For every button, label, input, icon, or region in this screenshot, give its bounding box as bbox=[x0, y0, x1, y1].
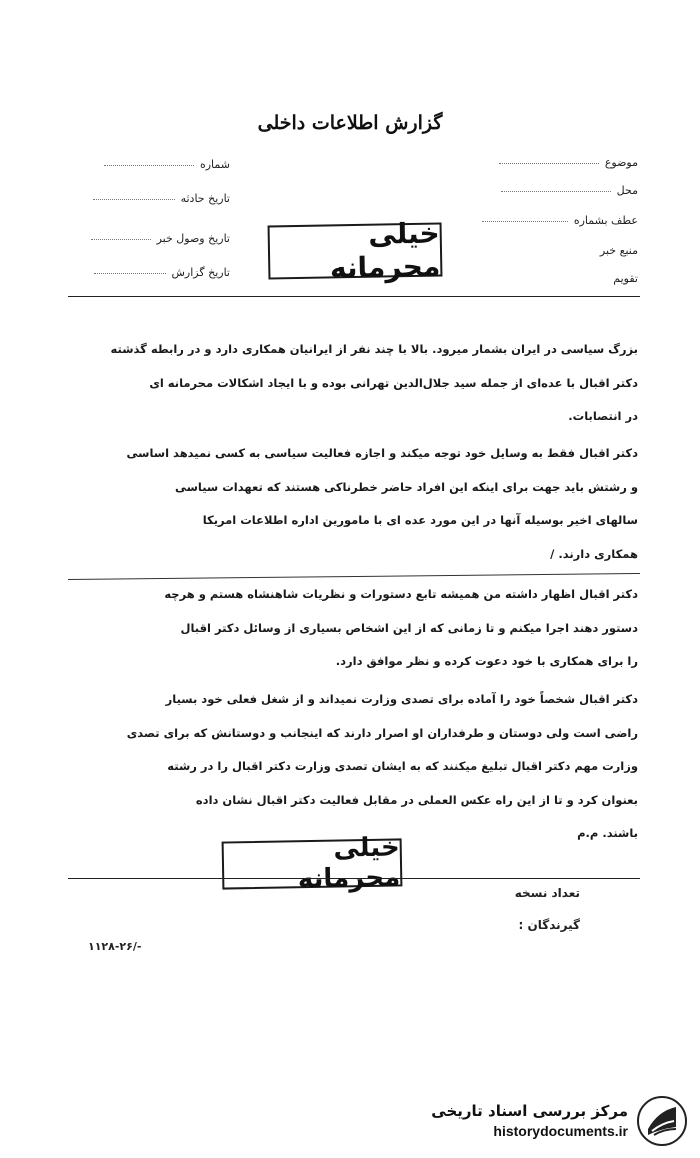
report-line: سالهای اخیر بوسیله آنها در این مورد عده ای با مامورین اداره اطلاعات امریکا bbox=[202, 513, 638, 527]
footer-divider bbox=[68, 878, 640, 879]
report-line: دکتر اقبال با عده‌ای از جمله سید جلال‌الدین تهرانی بوده و با ایجاد اشکالات محرمانه ای bbox=[149, 375, 638, 390]
report-line: و رشتش باید جهت برای اینکه این افراد حاضر خطرناکی هستند که تعهدات سیاسی bbox=[174, 479, 638, 494]
report-line: دکتر اقبال اظهار داشته من همیشه تابع دستورات و نظریات شاهنشاه هستم و هرچه bbox=[164, 587, 638, 601]
header-field-number: شماره bbox=[104, 158, 230, 171]
header-field-subject: موضوع bbox=[499, 156, 638, 169]
bottom-secret-stamp: خیلی محرمانه bbox=[222, 838, 403, 889]
header-field-report-date: تاریخ گزارش bbox=[94, 266, 231, 279]
header-field-receipt-date: تاریخ وصول خبر bbox=[91, 232, 230, 245]
copies-count-label: تعداد نسخه bbox=[514, 886, 580, 900]
report-paragraph-3 bbox=[72, 578, 638, 679]
watermark-url: historydocuments.ir bbox=[493, 1122, 628, 1139]
watermark-name: مرکز بررسی اسناد تاریخی bbox=[431, 1102, 628, 1121]
header-field-location: محل bbox=[501, 184, 638, 197]
dotted-line bbox=[104, 164, 194, 166]
report-line: را برای همکاری با خود دعوت کرده و نظر موافق دارد. bbox=[335, 654, 638, 668]
report-paragraph-1 bbox=[72, 333, 638, 434]
report-line: بعنوان کرد و تا از این راه عکس العملی در مقابل فعالیت دکتر اقبال نشان داده bbox=[195, 792, 638, 807]
header-field-incident-date: تاریخ حادثه bbox=[93, 192, 230, 205]
report-paragraph-4 bbox=[72, 683, 638, 851]
report-line: دکتر اقبال فقط به وسایل خود توجه میکند و اجازه فعالیت سیاسی به کسی نمیدهد اساسی bbox=[126, 446, 638, 460]
report-line: باشند. م.م bbox=[577, 826, 638, 840]
report-line: دکتر اقبال شخصاً خود را آماده برای تصدی وزارت نمیداند و از شغل فعلی خود بسیار bbox=[165, 692, 638, 706]
dotted-line bbox=[91, 238, 151, 240]
dotted-line bbox=[499, 162, 599, 164]
report-line: بزرگ سیاسی در ایران بشمار میرود. بالا با چند نفر از ایرانیان همکاری دارد و در رابطه گذشته bbox=[110, 342, 638, 356]
dotted-line bbox=[93, 198, 175, 200]
report-paragraph-2 bbox=[72, 437, 638, 571]
top-secret-stamp: خیلی محرمانه bbox=[268, 222, 443, 279]
report-line: همکاری دارند. ‌/‌ bbox=[550, 546, 638, 561]
report-line: در انتصابات. bbox=[568, 409, 638, 423]
recipients-label: گیرندگان : bbox=[518, 918, 580, 932]
dotted-line bbox=[94, 272, 166, 274]
header-field-reference: عطف بشماره bbox=[482, 214, 638, 227]
report-line: راضی است ولی دوستان و طرفداران او اصرار دارند که اینجانب و دوستانش که برای تصدی bbox=[126, 725, 638, 740]
dotted-line bbox=[501, 190, 611, 192]
header-field-evaluation: تقویم bbox=[613, 272, 638, 285]
document-title: گزارش اطلاعات داخلی bbox=[257, 112, 443, 134]
watermark-text bbox=[431, 1102, 628, 1140]
watermark-logo bbox=[431, 1095, 688, 1147]
book-logo-icon bbox=[636, 1095, 688, 1147]
dotted-line bbox=[482, 220, 568, 222]
report-line: وزارت مهم دکتر اقبال تبلیغ میکنند که به ایشان تصدی وزارت دکتر اقبال را در رشته bbox=[167, 759, 638, 773]
document-number: ۱۱۲۸-۲۶/- bbox=[88, 940, 142, 953]
header-field-source: منبع خبر bbox=[599, 244, 638, 257]
header-divider bbox=[68, 296, 640, 297]
report-line: دستور دهند اجرا میکنم و تا زمانی که از این اشخاص بسیاری از وسائل دکتر اقبال bbox=[180, 620, 638, 635]
